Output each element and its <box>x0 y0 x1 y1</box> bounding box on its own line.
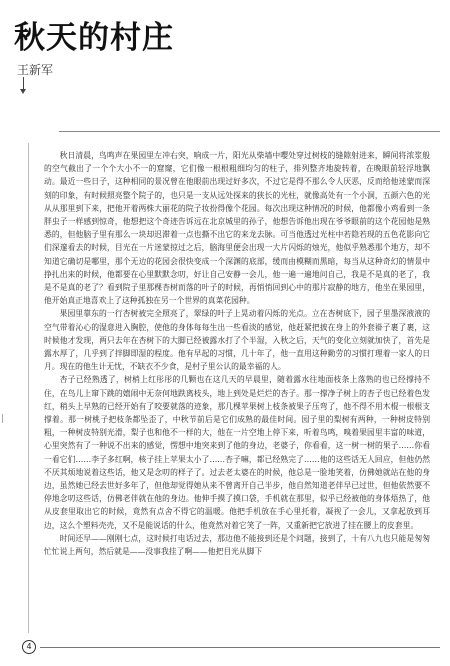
paragraph: 秋日清晨，鸟鸣声在果园里左冲右突，响成一片，阳光从柴墙中嘤处穿过树枝的缝隙射进来，瞬间将浓浆般的空气截出了一个个大小不一的窟窿，它们像一根根粗细均匀的柱子，排列整齐地旋转着，在晚眼前轻浮地飘动。最近一些日子，这种相同的景况曾在他眼前出现过好多次，不过它是得不那么令人厌恶，反而给他迷蒙而深刻的印象，有时候照亮整个院子的，也只是一支从远处探来的狭长的光柱，就像高处有一个小洞，五颜六色的光从从那里到下来，把他开着两株大丽花的院子妆扮得像个花园。每次出现这种情况的时候，他都像小鸡看到一条胖虫子一样感到惊奇，他想把这个奇迹告诉远在北京城里的孙子，他想告诉他出现在爷爷眼前的这个花园他是熟悉的，但他脑子里有那么一块却迟滞着一点也撕不出它的来龙去脉。可当他透过光柱中若隐若现的五色花影向它们深邃看去的时候，目光在一片迷蒙掠过之后，脑海里便会出现一大片闪烁的烛光，他似乎熟悉那个地方，却不知道它确切是哪里，那个无边的花园会很快变成一个深渊的底部，缓而由模糊而黑暗，每当从这种奇幻的情景中挣扎出来的时候，他都要在心里默默念叨，好让自己安静一会儿，他一遍一遍地问自己，我是不是真的老了，我是不是真的老了？看到院子里那棵杏树而落的叶子的时候，再悄悄回到心中的那片寂静的地方，他坐在果园里，他开始真正地喜欢上了这种孤独在另一个世界的真菜花园种。 <box>44 151 430 306</box>
page-footer <box>22 640 442 654</box>
header-divider <box>59 131 440 132</box>
page-number: 4 <box>22 640 36 654</box>
paragraph: 果园里靠东的一行杏树被完全照亮了，翠绿的叶子上晃动着闪烁的光点。立在杏树底下，园子里墨深液液的空气带着沁心的湿意进入胸腔，使他的身体每每生出一些看淡的感觉，他赶紧把披在身上的外套褂子裹了裹，这时候他才发现，两只去年在杏树下的大脚已经被露水打了个半湿，入秋之后，天气的变化立刻就加快了，首先是露水厚了，几乎到了拌脚即湿的程度。他有早起的习惯，几十年了，他一直用这种勤劳的习惯打理着一家人的日月。现在的他生计无忧，不缺衣不少食，是村子里公认的最幸福的人。 <box>44 309 430 372</box>
paragraph: 杏子已经熟透了，树梢上红彤彤的几颗也在这几天的早晨里，随着露水往地面枝条上落熟的也已经撑持不住，在鸟儿上窜下跳的嬉闹中无奈何地跌离枝头，地上到处是烂烂的杏子。那一撑净子树上的杏子也已经着色发红，稍头上早熟的已经开始有了咬要就落的迹象，那几棵苹果树上枝条被果子压弯了，他不得不用木棍一根根支撑着。那一树桃子把枝条都坠歪了，中秋节前后是它们成熟的最佳时间。园子里的梨树有两种，一种树皮特别粗，一种树皮特别光滑，梨子也和他不一样的大，他在一片空地上停下来，听着鸟鸣，嗅着果园里丰富的味道，心里突然有了一种说不出来的感觉，愣想中地突来到了他的身边，老婆子，你看看，这一树一树的果子……你看一看它们……李子多红啊，核子挂上苹果太小了……杏子嘛，都已经熟完了……他的这些话无人回应，但他仍然不厌其烦地说着这些话，他又是念叨的样子了。过去老太婆在的时候，他总是一脸地笑着，仿佛她就站在他的身边，虽然她已经去世好多年了，但他却觉得她从来不曾离开自己半步，他自然知道老伴早已过世，但他依然要不停地念叨这些话，仿佛老伴就在他的身边。他伸手摸了摸口袋，手机就在那里，似乎已经被他的身体焐热了，他从皮套里取出它的时候，竟然有点舍不得它的温暖。他把手机放在手心里托着，凝视了一会儿，又拿起放到耳边，这么个塑料壳壳，又不是能说话的什么，他竟然对着它笑了一阵，又重新把它放进了挂在腰上的皮套里。 <box>44 375 430 530</box>
down-arrow-icon <box>23 77 24 92</box>
margin-rule <box>28 143 29 633</box>
author-name: 王新军 <box>17 63 54 77</box>
article-body <box>44 149 430 619</box>
paragraph: 时间还早——刚刚七点，这时候打电话过去，那边他不能接到还是个问题，接到了，十有八九也只能是匆匆忙忙说上两句，然后就是——没事我挂了啊——他把目光从脚下 <box>44 533 430 557</box>
page-edge-mark <box>2 414 3 423</box>
footer-divider <box>40 647 440 648</box>
article-title: 秋天的村庄 <box>14 20 174 56</box>
